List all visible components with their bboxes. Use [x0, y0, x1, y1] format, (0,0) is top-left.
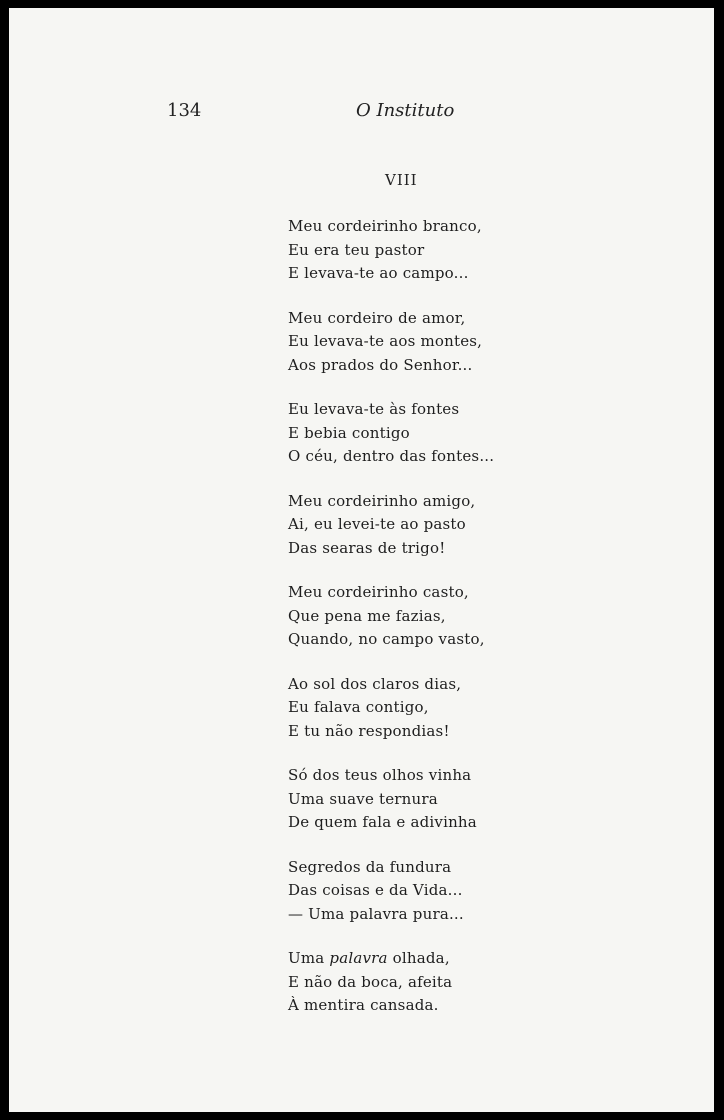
poem-line: Eu levava-te aos montes, [288, 332, 483, 350]
stanza [288, 215, 708, 286]
poem-line: Só dos teus olhos vinha [288, 766, 472, 784]
poem-line: E levava-te ao campo... [288, 264, 469, 282]
poem-line [288, 947, 708, 971]
stanza [288, 673, 708, 744]
stanza [288, 581, 708, 652]
poem-line: Que pena me fazias, [288, 606, 446, 625]
poem-line: Eu levava-te às fontes [288, 400, 460, 418]
poem-line: E tu não respondias! [288, 721, 450, 740]
poem-line: Eu era teu pastor [288, 240, 425, 259]
line-text: olhada, [387, 949, 450, 967]
poem-line: De quem fala e adivinha [288, 813, 477, 831]
poem-line: Meu cordeirinho branco, [288, 217, 482, 235]
stanza [288, 947, 708, 1018]
poem-line: E não da boca, afeita [288, 972, 453, 991]
poem-line: Meu cordeiro de amor, [288, 308, 466, 327]
running-head [9, 100, 714, 122]
poem-line: Eu falava contigo, [288, 698, 429, 716]
stanza [288, 856, 708, 927]
line-text: Uma [288, 949, 330, 967]
book-page [9, 8, 714, 1112]
stanza [288, 398, 708, 469]
poem-line: — Uma palavra pura... [288, 904, 464, 923]
journal-title: O Instituto [356, 100, 455, 121]
poem-line: Meu cordeirinho amigo, [288, 491, 476, 510]
stanza [288, 307, 708, 378]
poem-line: Aos prados do Senhor... [288, 355, 473, 374]
stanza [288, 764, 708, 835]
poem-line: E bebia contigo [288, 423, 410, 442]
poem-line: Uma suave ternura [288, 789, 438, 808]
poem-line: Segredos da fundura [288, 857, 452, 876]
poem-line: O céu, dentro das fontes... [288, 447, 495, 465]
poem-line: Das searas de trigo! [288, 538, 446, 557]
poem-line: Das coisas e da Vida... [288, 881, 463, 899]
stanza [288, 490, 708, 561]
page-number: 134 [167, 100, 202, 121]
poem-line: À mentira cansada. [288, 996, 439, 1014]
poem-line: Ao sol dos claros dias, [288, 674, 462, 693]
emphasized-word: palavra [329, 949, 388, 967]
poem [288, 215, 708, 1039]
section-number: VIII [385, 171, 418, 189]
poem-line: Ai, eu levei-te ao pasto [288, 515, 466, 533]
poem-line: Quando, no campo vasto, [288, 630, 485, 648]
poem-line: Meu cordeirinho casto, [288, 583, 469, 601]
